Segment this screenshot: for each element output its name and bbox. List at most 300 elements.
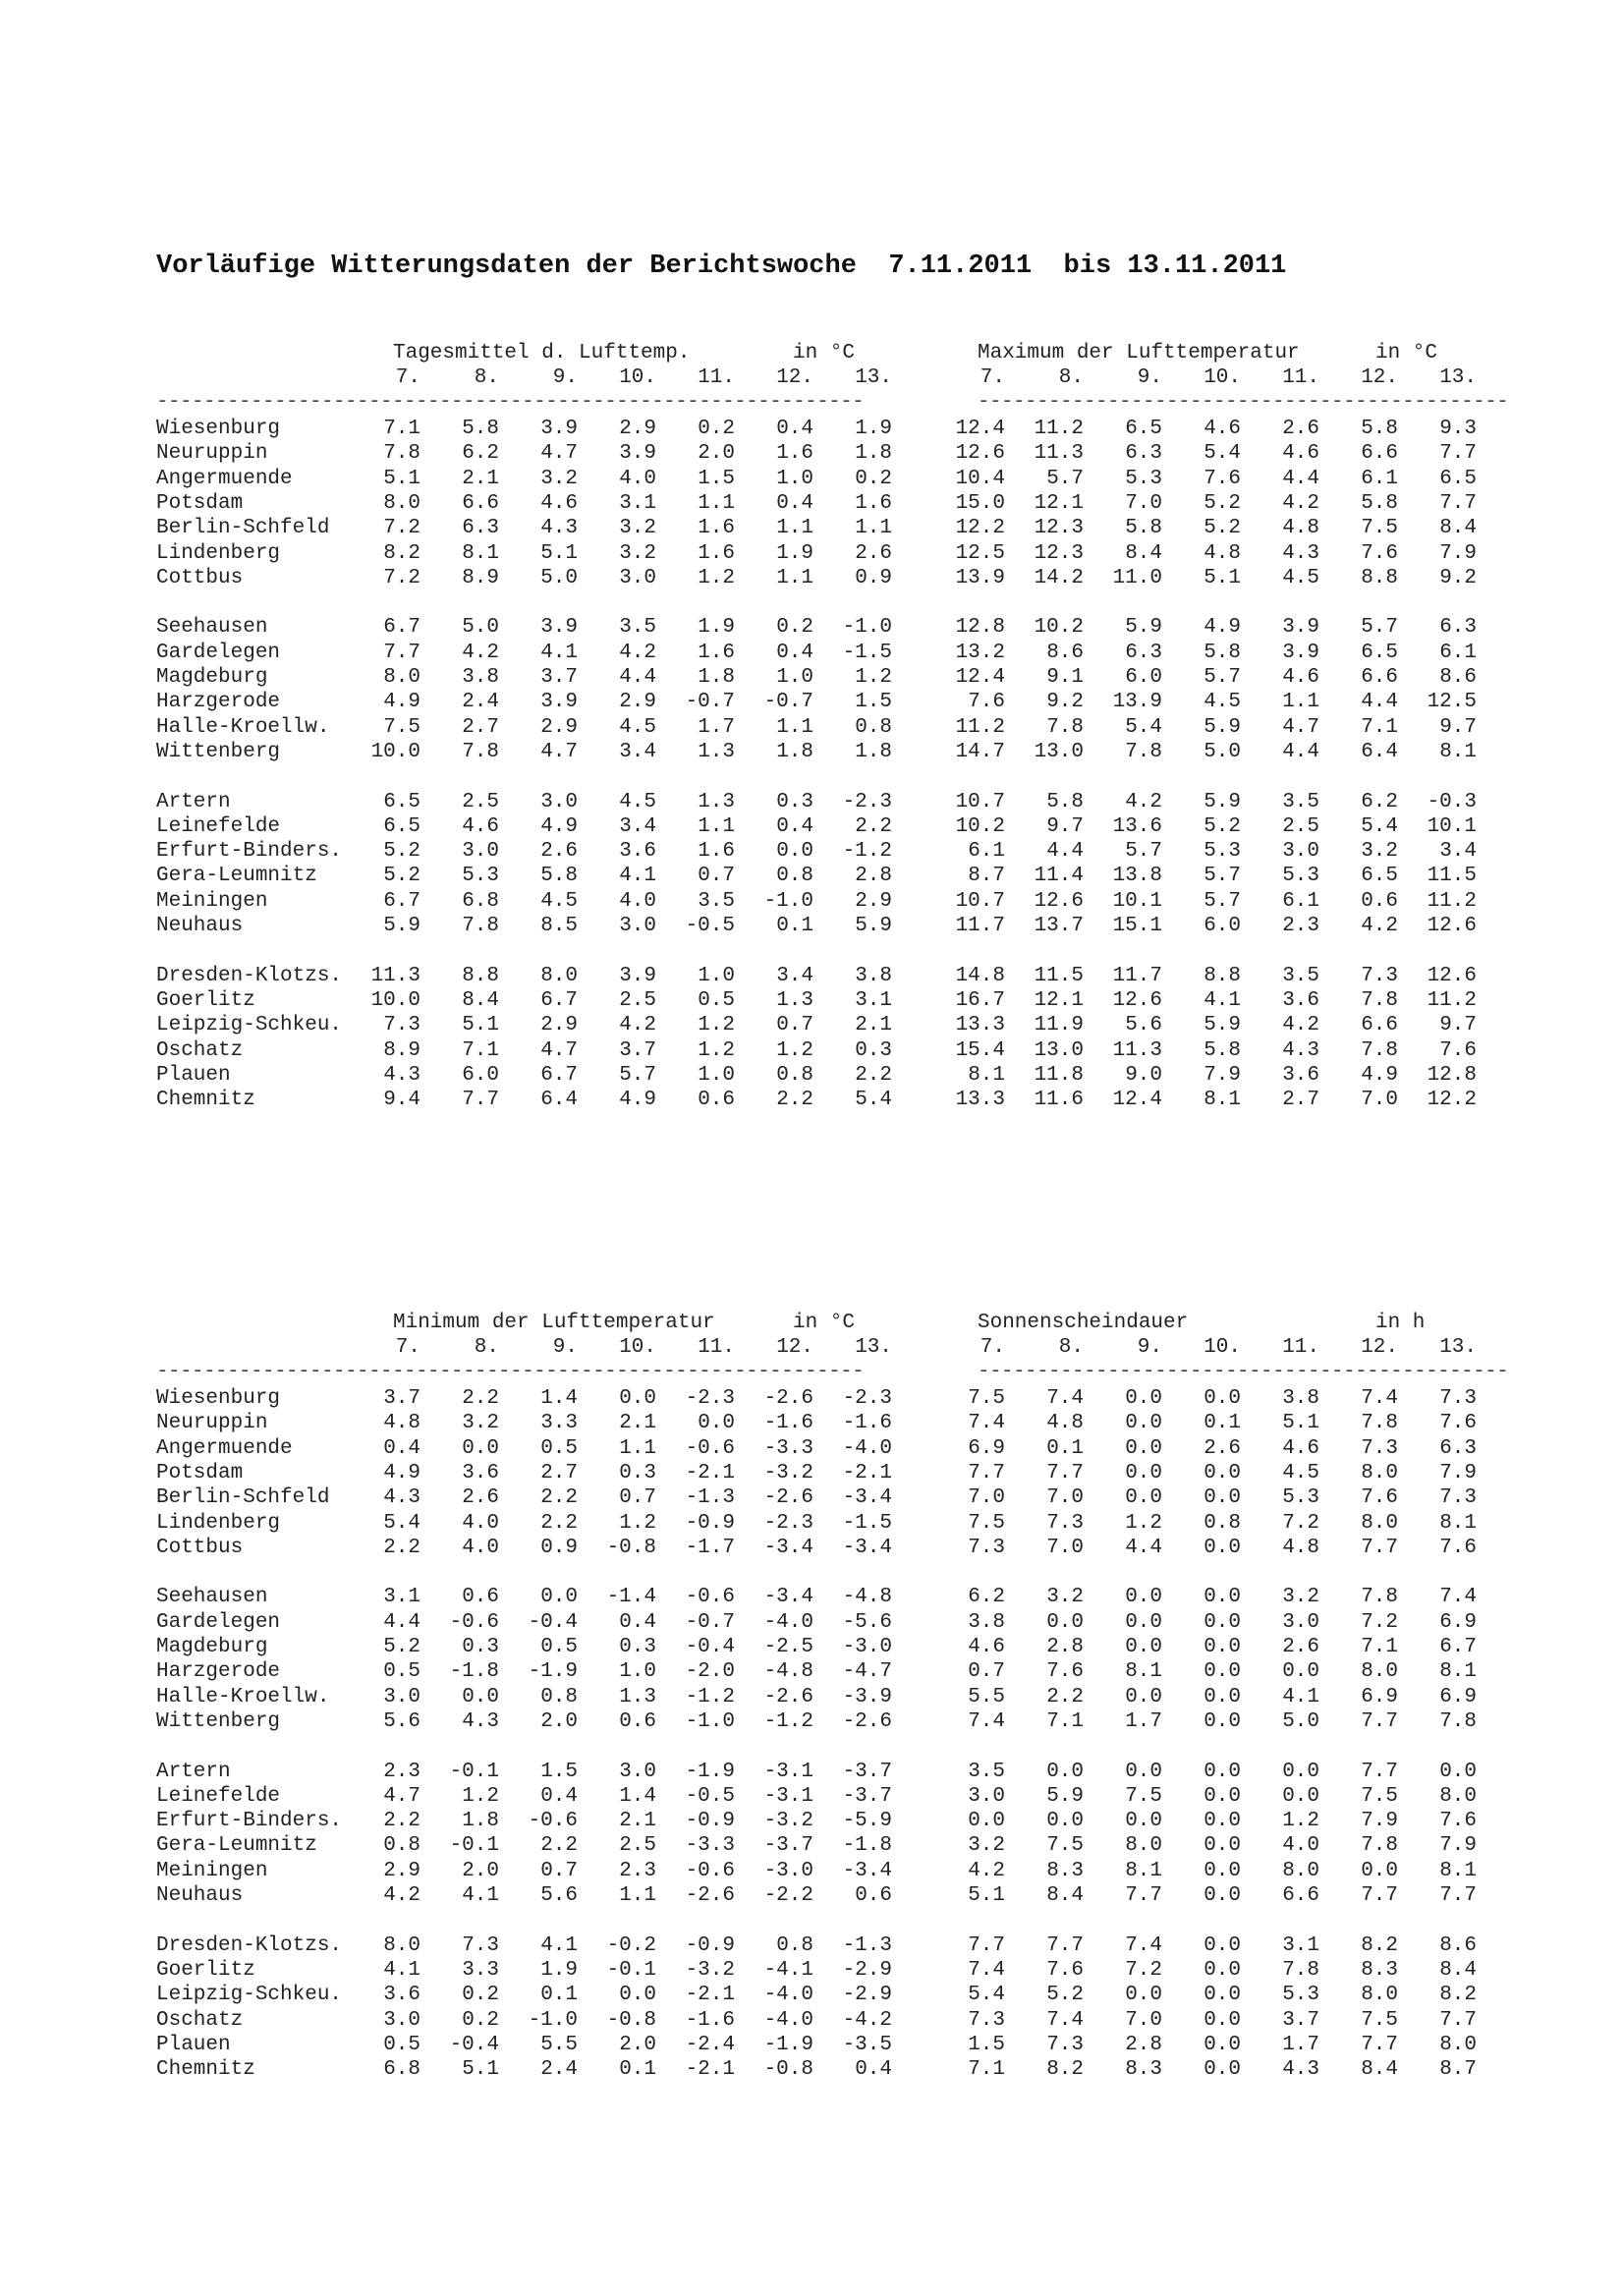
value-sun: 7.4: [1439, 1586, 1477, 1609]
value-min: -1.0: [528, 2008, 578, 2032]
value-min: 8.0: [383, 1933, 420, 1957]
value-sun: 0.0: [1204, 1784, 1241, 1808]
value-mean: 1.1: [776, 715, 813, 739]
value-sun: 7.3: [968, 2008, 1005, 2032]
value-max: 6.6: [1361, 1014, 1398, 1037]
day-header-left: 11.: [698, 1336, 735, 1359]
value-mean: 4.4: [619, 666, 656, 689]
value-mean: 5.3: [462, 865, 499, 888]
value-max: 12.4: [955, 418, 1005, 440]
value-min: -5.6: [842, 1610, 892, 1634]
value-sun: 7.7: [1046, 1933, 1084, 1957]
value-sun: 8.3: [1046, 1859, 1084, 1882]
value-max: 5.1: [1204, 566, 1241, 589]
value-max: 7.7: [1439, 442, 1477, 466]
day-header-left: 12.: [776, 1336, 813, 1359]
station-name: Angermuende: [156, 1436, 293, 1460]
value-max: 14.7: [955, 740, 1005, 763]
value-mean: 8.9: [383, 1038, 420, 1062]
value-max: 4.6: [1282, 442, 1319, 466]
value-mean: 2.8: [855, 865, 892, 888]
value-mean: 6.5: [383, 814, 420, 838]
value-min: 3.6: [462, 1461, 499, 1484]
value-sun: 2.8: [1125, 2033, 1162, 2056]
value-mean: 2.9: [619, 418, 656, 440]
value-max: 14.8: [955, 964, 1005, 987]
value-mean: 2.9: [619, 691, 656, 714]
value-mean: 1.6: [776, 442, 813, 466]
value-mean: 2.2: [855, 1063, 892, 1087]
day-header-right: 11.: [1282, 366, 1319, 389]
value-min: -2.3: [763, 1511, 813, 1535]
value-min: 1.8: [462, 1810, 499, 1833]
value-max: 5.3: [1125, 467, 1162, 490]
value-min: -4.0: [763, 2008, 813, 2032]
value-mean: 10.0: [370, 740, 420, 763]
value-min: 0.0: [462, 1436, 499, 1460]
value-max: -0.3: [1427, 790, 1477, 813]
value-mean: 1.5: [855, 691, 892, 714]
value-max: 11.9: [1034, 1014, 1084, 1037]
value-min: -0.1: [449, 1834, 499, 1858]
value-max: 6.1: [1439, 641, 1477, 664]
station-name: Goerlitz: [156, 1958, 255, 1982]
value-max: 11.0: [1112, 566, 1162, 589]
value-mean: 5.8: [540, 865, 578, 888]
value-max: 7.7: [1439, 491, 1477, 515]
value-min: 1.0: [619, 1660, 656, 1684]
value-min: -0.6: [685, 1436, 735, 1460]
value-mean: 1.9: [776, 541, 813, 565]
value-mean: 4.0: [619, 889, 656, 913]
value-max: 6.5: [1361, 641, 1398, 664]
value-max: 12.2: [1427, 1089, 1477, 1112]
day-header-left: 8.: [474, 366, 499, 389]
value-sun: 6.6: [1282, 1884, 1319, 1907]
value-max: 3.5: [1282, 790, 1319, 813]
value-max: 8.1: [1439, 740, 1477, 763]
right-table-header: Maximum der Lufttemperatur: [978, 342, 1300, 364]
value-max: 4.4: [1046, 840, 1084, 864]
value-sun: 3.8: [1282, 1387, 1319, 1410]
value-max: 5.8: [1125, 517, 1162, 540]
value-min: 3.0: [383, 1685, 420, 1708]
value-min: -1.9: [763, 2033, 813, 2056]
value-sun: 0.0: [1204, 1660, 1241, 1684]
station-name: Neuruppin: [156, 442, 268, 466]
value-sun: 7.1: [968, 2058, 1005, 2082]
value-sun: 7.8: [1361, 1586, 1398, 1609]
value-mean: 4.5: [619, 715, 656, 739]
value-mean: 1.9: [698, 616, 735, 640]
value-min: -1.9: [685, 1760, 735, 1783]
value-min: -0.6: [685, 1859, 735, 1882]
value-sun: 7.4: [1361, 1387, 1398, 1410]
value-min: -2.0: [685, 1660, 735, 1684]
value-mean: 6.6: [462, 491, 499, 515]
value-sun: 7.3: [1361, 1436, 1398, 1460]
value-sun: 0.0: [1204, 2008, 1241, 2032]
value-mean: 1.1: [698, 491, 735, 515]
right-table-unit: in h: [1375, 1312, 1426, 1334]
value-min: -3.4: [842, 1859, 892, 1882]
value-mean: 8.0: [383, 666, 420, 689]
value-sun: 8.6: [1439, 1933, 1477, 1957]
value-max: 13.3: [955, 1014, 1005, 1037]
value-max: 12.4: [1112, 1089, 1162, 1112]
value-sun: 5.3: [1282, 1984, 1319, 2007]
value-sun: 0.0: [1125, 1760, 1162, 1783]
value-mean: 1.0: [776, 666, 813, 689]
value-mean: -1.0: [763, 889, 813, 913]
value-mean: 6.2: [462, 442, 499, 466]
value-max: 4.7: [1282, 715, 1319, 739]
value-max: 7.8: [1361, 988, 1398, 1012]
value-min: 0.4: [855, 2058, 892, 2082]
value-min: -4.8: [842, 1586, 892, 1609]
value-mean: 9.4: [383, 1089, 420, 1112]
value-max: 3.2: [1361, 840, 1398, 864]
value-sun: 0.0: [1125, 1984, 1162, 2007]
value-mean: 1.2: [698, 566, 735, 589]
value-min: 2.1: [619, 1412, 656, 1435]
value-max: 11.2: [1034, 418, 1084, 440]
value-mean: 0.4: [776, 814, 813, 838]
value-min: -2.4: [685, 2033, 735, 2056]
value-min: -2.6: [763, 1387, 813, 1410]
value-sun: 0.0: [1125, 1685, 1162, 1708]
value-min: -3.7: [842, 1760, 892, 1783]
value-mean: 0.2: [776, 616, 813, 640]
value-sun: 1.7: [1282, 2033, 1319, 2056]
value-min: -3.0: [763, 1859, 813, 1882]
value-sun: 4.2: [968, 1859, 1005, 1882]
value-min: 0.0: [540, 1586, 578, 1609]
value-mean: 4.2: [462, 641, 499, 664]
value-sun: 0.0: [1204, 1984, 1241, 2007]
value-sun: 8.2: [1046, 2058, 1084, 2082]
value-max: 4.2: [1125, 790, 1162, 813]
value-min: 0.8: [383, 1834, 420, 1858]
value-sun: 7.0: [1046, 1536, 1084, 1559]
value-max: 5.2: [1204, 814, 1241, 838]
value-min: 0.3: [619, 1636, 656, 1658]
value-sun: 7.7: [1439, 1884, 1477, 1907]
value-sun: 0.7: [968, 1660, 1005, 1684]
value-max: 11.3: [1034, 442, 1084, 466]
value-sun: 1.7: [1125, 1709, 1162, 1733]
value-min: -3.2: [685, 1958, 735, 1982]
value-max: 6.4: [1361, 740, 1398, 763]
value-max: 11.8: [1034, 1063, 1084, 1087]
value-sun: 0.0: [1204, 1933, 1241, 1957]
value-mean: 5.9: [383, 915, 420, 937]
value-mean: 8.2: [383, 541, 420, 565]
value-mean: 1.8: [776, 740, 813, 763]
value-mean: 5.0: [540, 566, 578, 589]
value-sun: 3.0: [1282, 1610, 1319, 1634]
value-sun: 0.0: [1204, 1884, 1241, 1907]
value-mean: 7.5: [383, 715, 420, 739]
value-max: 6.5: [1439, 467, 1477, 490]
value-min: -3.5: [842, 2033, 892, 2056]
value-min: -0.4: [449, 2033, 499, 2056]
value-min: 5.1: [462, 2058, 499, 2082]
station-name: Meiningen: [156, 889, 268, 913]
value-max: 5.3: [1204, 840, 1241, 864]
value-max: 3.9: [1282, 616, 1319, 640]
value-mean: 2.2: [855, 814, 892, 838]
value-max: 4.5: [1282, 566, 1319, 589]
value-sun: 8.0: [1361, 1984, 1398, 2007]
value-mean: 8.9: [462, 566, 499, 589]
value-max: 12.6: [1034, 889, 1084, 913]
value-min: 0.6: [855, 1884, 892, 1907]
value-min: -1.9: [528, 1660, 578, 1684]
value-min: 3.2: [462, 1412, 499, 1435]
value-sun: 7.5: [1046, 1834, 1084, 1858]
value-mean: 0.1: [776, 915, 813, 937]
value-mean: 1.3: [698, 740, 735, 763]
value-mean: 1.3: [698, 790, 735, 813]
value-sun: 0.0: [1125, 1610, 1162, 1634]
value-max: 7.6: [968, 691, 1005, 714]
value-sun: 8.0: [1361, 1660, 1398, 1684]
value-max: 6.1: [1361, 467, 1398, 490]
value-min: 6.8: [383, 2058, 420, 2082]
value-mean: 2.6: [855, 541, 892, 565]
value-sun: 0.0: [1204, 1760, 1241, 1783]
value-mean: 3.9: [540, 418, 578, 440]
value-mean: 1.8: [698, 666, 735, 689]
value-min: 0.9: [540, 1536, 578, 1559]
value-min: -0.4: [685, 1636, 735, 1658]
value-sun: 7.7: [1361, 1709, 1398, 1733]
value-max: 10.7: [955, 889, 1005, 913]
value-min: 3.7: [383, 1387, 420, 1410]
value-min: -0.1: [606, 1958, 656, 1982]
value-sun: 4.3: [1282, 2058, 1319, 2082]
value-sun: 7.4: [968, 1709, 1005, 1733]
value-min: -1.8: [842, 1834, 892, 1858]
value-max: 15.4: [955, 1038, 1005, 1062]
value-sun: 7.5: [1125, 1784, 1162, 1808]
value-mean: 3.2: [619, 517, 656, 540]
value-mean: 2.0: [698, 442, 735, 466]
value-max: 13.8: [1112, 865, 1162, 888]
station-name: Harzgerode: [156, 1660, 281, 1684]
value-max: 2.6: [1282, 418, 1319, 440]
value-min: -2.6: [685, 1884, 735, 1907]
value-max: 9.2: [1046, 691, 1084, 714]
value-sun: 6.7: [1439, 1636, 1477, 1658]
value-max: 7.3: [1361, 964, 1398, 987]
value-mean: 8.1: [462, 541, 499, 565]
value-sun: 7.6: [1439, 1536, 1477, 1559]
value-min: -4.0: [763, 1984, 813, 2007]
value-min: 0.1: [540, 1984, 578, 2007]
value-min: -1.2: [763, 1709, 813, 1733]
value-sun: 0.0: [1204, 1685, 1241, 1708]
value-sun: 0.0: [1125, 1636, 1162, 1658]
value-mean: -1.5: [842, 641, 892, 664]
value-sun: 4.6: [968, 1636, 1005, 1658]
value-min: 2.2: [462, 1387, 499, 1410]
value-max: 4.3: [1282, 1038, 1319, 1062]
station-name: Leipzig-Schkeu.: [156, 1014, 343, 1037]
value-sun: 3.2: [968, 1834, 1005, 1858]
station-name: Plauen: [156, 2033, 231, 2056]
value-max: 5.7: [1204, 865, 1241, 888]
value-mean: 4.5: [540, 889, 578, 913]
value-mean: 3.1: [619, 491, 656, 515]
value-sun: 0.0: [1125, 1412, 1162, 1435]
station-name: Cottbus: [156, 1536, 244, 1559]
value-mean: 4.1: [619, 865, 656, 888]
value-max: 7.0: [1125, 491, 1162, 515]
station-name: Oschatz: [156, 2008, 244, 2032]
value-mean: 4.2: [619, 1014, 656, 1037]
value-mean: 1.1: [698, 814, 735, 838]
value-mean: 7.8: [462, 915, 499, 937]
value-sun: 7.6: [1439, 1412, 1477, 1435]
value-min: -1.8: [449, 1660, 499, 1684]
value-mean: 1.2: [855, 666, 892, 689]
value-sun: 8.1: [1439, 1511, 1477, 1535]
value-min: -0.5: [685, 1784, 735, 1808]
station-name: Wiesenburg: [156, 1387, 281, 1410]
separator-right: ---------------------------------------------: [978, 391, 1508, 414]
day-header-right: 9.: [1137, 366, 1162, 389]
value-min: -2.1: [842, 1461, 892, 1484]
value-min: -4.8: [763, 1660, 813, 1684]
day-header-right: 12.: [1361, 366, 1398, 389]
value-min: 0.0: [698, 1412, 735, 1435]
value-max: 11.5: [1034, 964, 1084, 987]
value-mean: 8.8: [462, 964, 499, 987]
value-max: 12.5: [955, 541, 1005, 565]
value-sun: 7.2: [1361, 1610, 1398, 1634]
value-max: 4.2: [1361, 915, 1398, 937]
value-max: 3.6: [1282, 988, 1319, 1012]
value-mean: -1.2: [842, 840, 892, 864]
value-sun: 4.6: [1282, 1436, 1319, 1460]
value-min: 2.9: [383, 1859, 420, 1882]
value-min: -4.7: [842, 1660, 892, 1684]
value-mean: 1.1: [776, 517, 813, 540]
value-mean: 3.9: [540, 616, 578, 640]
station-name: Erfurt-Binders.: [156, 1810, 343, 1833]
left-table-unit: in °C: [793, 1312, 856, 1334]
value-sun: 8.2: [1439, 1984, 1477, 2007]
value-mean: 1.2: [698, 1014, 735, 1037]
value-sun: 7.5: [1361, 1784, 1398, 1808]
value-min: -1.5: [842, 1511, 892, 1535]
value-mean: 4.0: [619, 467, 656, 490]
value-min: -2.9: [842, 1984, 892, 2007]
value-max: 10.7: [955, 790, 1005, 813]
station-name: Magdeburg: [156, 1636, 268, 1658]
value-max: 4.8: [1282, 517, 1319, 540]
value-max: 7.8: [1046, 715, 1084, 739]
value-sun: 7.7: [1046, 1461, 1084, 1484]
station-name: Wittenberg: [156, 740, 281, 763]
value-sun: 4.0: [1282, 1834, 1319, 1858]
value-min: -2.2: [763, 1884, 813, 1907]
value-sun: 7.7: [1439, 2008, 1477, 2032]
value-max: 4.3: [1282, 541, 1319, 565]
value-max: 5.9: [1125, 616, 1162, 640]
value-min: -0.8: [763, 2058, 813, 2082]
value-max: 12.8: [1427, 1063, 1477, 1087]
value-mean: 2.1: [855, 1014, 892, 1037]
value-sun: 7.8: [1361, 1834, 1398, 1858]
value-mean: 1.3: [776, 988, 813, 1012]
value-max: 12.6: [1112, 988, 1162, 1012]
value-min: 0.2: [462, 1984, 499, 2007]
day-header-left: 7.: [395, 1336, 420, 1359]
value-sun: 7.3: [1439, 1486, 1477, 1510]
value-min: 3.3: [462, 1958, 499, 1982]
value-sun: 1.2: [1125, 1511, 1162, 1535]
value-min: 0.6: [619, 1709, 656, 1733]
value-mean: 3.8: [462, 666, 499, 689]
value-mean: 3.5: [619, 616, 656, 640]
value-min: 7.3: [462, 1933, 499, 1957]
day-header-right: 10.: [1204, 366, 1241, 389]
value-max: 0.6: [1361, 889, 1398, 913]
value-sun: 0.0: [1204, 1461, 1241, 1484]
value-max: 6.6: [1361, 666, 1398, 689]
value-mean: 4.7: [540, 442, 578, 466]
value-mean: 6.7: [383, 889, 420, 913]
value-mean: 1.6: [855, 491, 892, 515]
value-mean: 1.8: [855, 442, 892, 466]
value-sun: 0.0: [1204, 1586, 1241, 1609]
value-min: 1.4: [619, 1784, 656, 1808]
value-max: 4.4: [1361, 691, 1398, 714]
value-mean: -0.7: [763, 691, 813, 714]
value-max: 8.7: [968, 865, 1005, 888]
value-sun: 7.7: [1361, 1884, 1398, 1907]
value-max: 7.6: [1361, 541, 1398, 565]
value-min: -1.6: [685, 2008, 735, 2032]
value-max: 10.2: [955, 814, 1005, 838]
value-min: -5.9: [842, 1810, 892, 1833]
value-max: 4.4: [1282, 740, 1319, 763]
value-mean: 1.9: [855, 418, 892, 440]
value-sun: 7.4: [1046, 1387, 1084, 1410]
value-sun: 8.0: [1439, 2033, 1477, 2056]
value-max: 9.7: [1439, 715, 1477, 739]
value-max: 5.8: [1361, 491, 1398, 515]
value-mean: 1.0: [698, 964, 735, 987]
value-mean: 5.0: [462, 616, 499, 640]
value-max: 6.5: [1125, 418, 1162, 440]
station-name: Wiesenburg: [156, 418, 281, 440]
separator-left: ------------------------------------------------------------: [156, 391, 865, 414]
value-sun: 5.5: [968, 1685, 1005, 1708]
value-sun: 7.4: [1046, 2008, 1084, 2032]
value-mean: -1.0: [842, 616, 892, 640]
value-min: -3.4: [842, 1536, 892, 1559]
value-mean: 1.6: [698, 641, 735, 664]
value-sun: 8.0: [1439, 1784, 1477, 1808]
value-min: -1.2: [685, 1685, 735, 1708]
value-min: 3.0: [383, 2008, 420, 2032]
value-sun: 3.1: [1282, 1933, 1319, 1957]
value-mean: 3.4: [776, 964, 813, 987]
